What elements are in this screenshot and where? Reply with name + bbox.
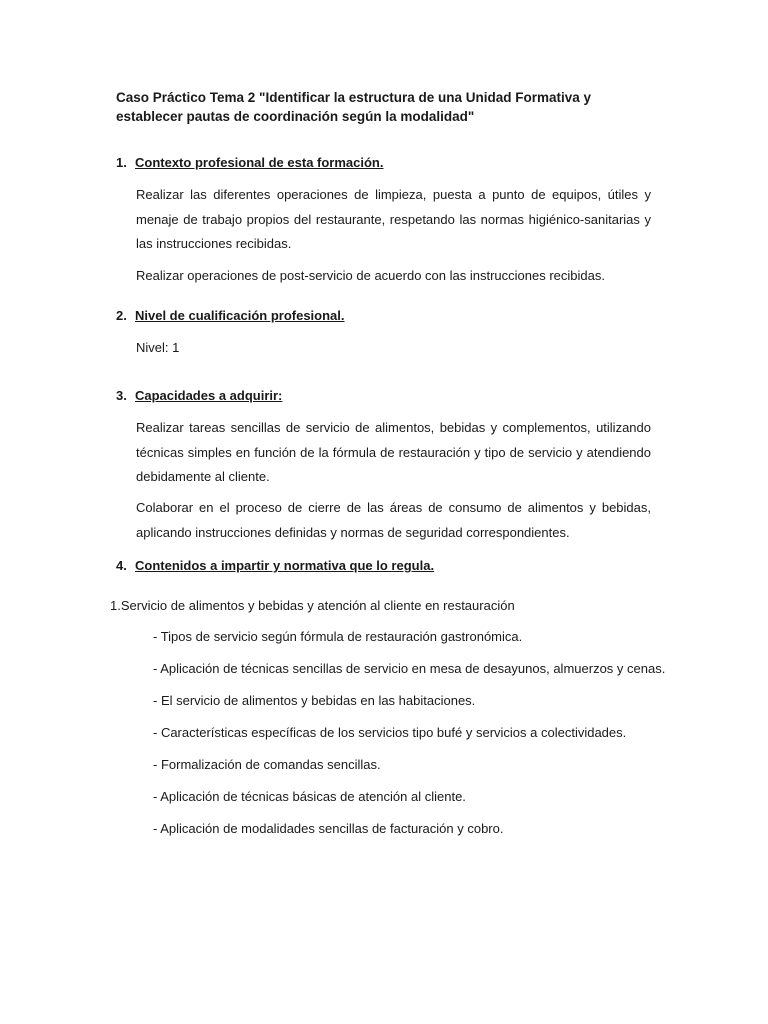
list-item: - El servicio de alimentos y bebidas en las habitaciones. xyxy=(153,693,476,708)
list-item: - Características específicas de los servicios tipo bufé y servicios a colectividades. xyxy=(153,725,627,740)
list-item: - Aplicación de técnicas sencillas de servicio en mesa de desayunos, almuerzos y cenas. xyxy=(153,661,666,676)
section-heading xyxy=(116,387,282,405)
section-title: Contenidos a impartir y normativa que lo regula. xyxy=(135,558,435,573)
section-title: Capacidades a adquirir: xyxy=(135,388,283,403)
document-title: Caso Práctico Tema 2 "Identificar la estructura de una Unidad Formativa y establecer pautas de coordinación según la modalidad" xyxy=(116,90,592,124)
section-heading xyxy=(116,307,345,325)
paragraph: Realizar las diferentes operaciones de limpieza, puesta a punto de equipos, útiles y menaje de trabajo propios del restaurante, respetando las normas higiénico-sanitarias y las instrucciones recibidas. xyxy=(136,187,651,251)
section-title: Nivel de cualificación profesional. xyxy=(135,308,345,323)
paragraph: Realizar operaciones de post-servicio de acuerdo con las instrucciones recibidas. xyxy=(136,268,605,283)
section-heading xyxy=(116,154,384,172)
list-item: - Formalización de comandas sencillas. xyxy=(153,757,381,772)
list-item: - Tipos de servicio según fórmula de restauración gastronómica. xyxy=(153,629,523,644)
section-heading xyxy=(116,557,434,575)
list-item: - Aplicación de modalidades sencillas de facturación y cobro. xyxy=(153,821,504,836)
paragraph: Nivel: 1 xyxy=(136,340,180,355)
unit-title: 1.Servicio de alimentos y bebidas y atención al cliente en restauración xyxy=(110,598,515,613)
section-number: 2. xyxy=(116,308,127,323)
paragraph: Colaborar en el proceso de cierre de las áreas de consumo de alimentos y bebidas, aplicando instrucciones definidas y normas de seguridad correspondientes. xyxy=(136,500,651,540)
content-list xyxy=(153,628,665,852)
section-number: 4. xyxy=(116,558,127,573)
section-title: Contexto profesional de esta formación. xyxy=(135,155,384,170)
list-item: - Aplicación de técnicas básicas de atención al cliente. xyxy=(153,789,466,804)
section-number: 3. xyxy=(116,388,127,403)
section-number: 1. xyxy=(116,155,127,170)
paragraph: Realizar tareas sencillas de servicio de alimentos, bebidas y complementos, utilizando técnicas simples en función de la fórmula de restauración y tipo de servicio y atendiendo debidamente al cliente. xyxy=(136,420,651,484)
